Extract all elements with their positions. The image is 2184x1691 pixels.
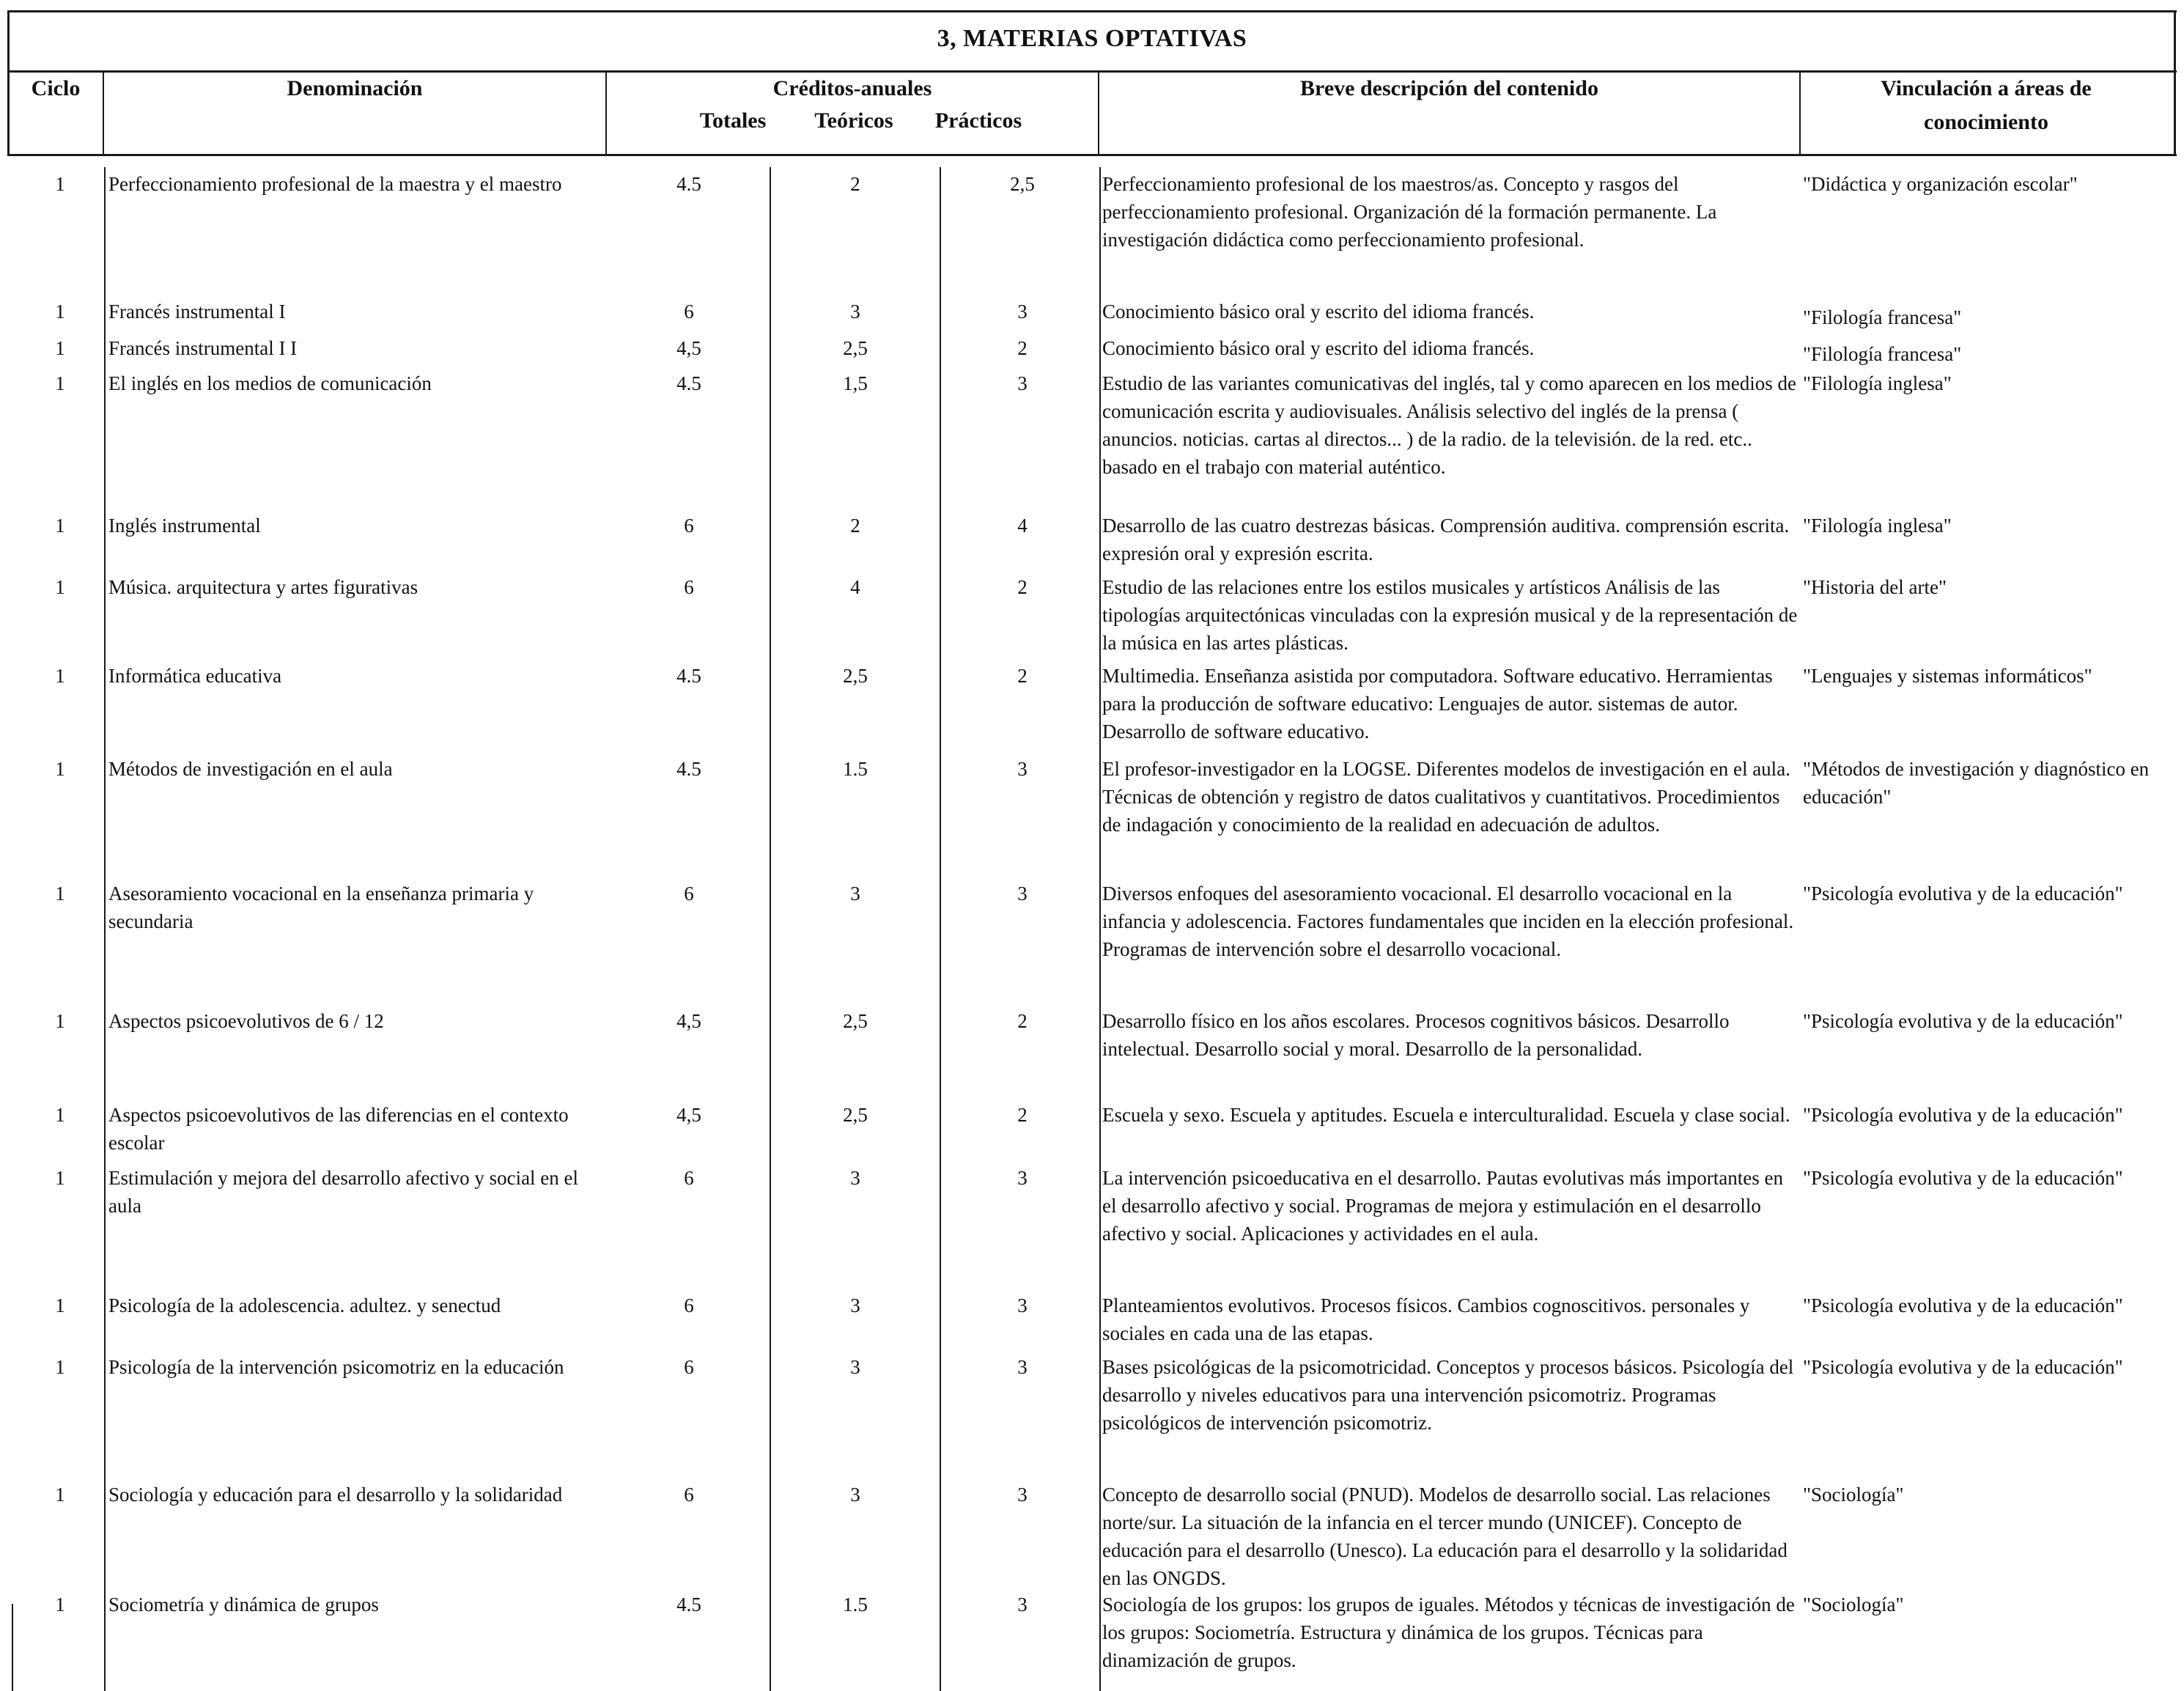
cell-ciclo: 1 bbox=[55, 1356, 65, 1378]
cell-vinculacion: "Psicología evolutiva y de la educación" bbox=[1803, 1104, 2123, 1126]
cell-denominacion: Estimulación y mejora del desarrollo afectivo y social en el aula bbox=[108, 1167, 579, 1217]
cell-denominacion: Asesoramiento vocacional en la enseñanza primaria y secundaria bbox=[108, 883, 534, 932]
cell-descripcion: Concepto de desarrollo social (PNUD). Modelos de desarrollo social. Las relaciones norte/sur. La situación de la infancia en el tercer mundo (UNICEF). Concepto de educación para el desarrollo (Unesco). La educación para el desarrollo y la solidaridad en las ONGDS. bbox=[1102, 1484, 1788, 1589]
cell-totales: 6 bbox=[684, 301, 694, 323]
cell-totales: 4,5 bbox=[676, 1010, 701, 1032]
cell-ciclo: 1 bbox=[55, 1484, 65, 1506]
cell-practicos: 3 bbox=[1017, 372, 1028, 394]
cell-descripcion: La intervención psicoeducativa en el desarrollo. Pautas evolutivas más importantes en el desarrollo afectivo y social. Programas de mejora y estimulación en el desarrollo afectivo y social. Aplicaciones y actividades en el aula. bbox=[1102, 1167, 1783, 1245]
body-sep-left bbox=[12, 1604, 13, 1691]
cell-descripcion: El profesor-investigador en la LOGSE. Diferentes modelos de investigación en el aula. Técnicas de obtención y registro de datos cualitativos y cuantitativos. Procedimientos de indagación y conocimiento de la realidad en adecuación de adultos. bbox=[1102, 758, 1790, 836]
cell-denominacion: Sociología y educación para el desarrollo y la solidaridad bbox=[108, 1484, 563, 1506]
header-sep-desc bbox=[1799, 70, 1801, 155]
cell-ciclo: 1 bbox=[55, 1104, 65, 1126]
cell-ciclo: 1 bbox=[55, 665, 65, 687]
cell-practicos: 3 bbox=[1017, 758, 1028, 780]
cell-totales: 4.5 bbox=[676, 173, 701, 195]
cell-descripcion: Diversos enfoques del asesoramiento vocacional. El desarrollo vocacional en la infancia y adolescencia. Factores fundamentales que inciden en la elección profesional. Programas de intervención sobre el desarrollo vocacional. bbox=[1102, 883, 1794, 960]
cell-totales: 6 bbox=[684, 1294, 694, 1316]
body-sep-practicos bbox=[1099, 167, 1101, 1691]
cell-denominacion: Francés instrumental I bbox=[108, 301, 286, 323]
cell-practicos: 3 bbox=[1017, 883, 1028, 905]
header-totales: Totales bbox=[699, 108, 767, 133]
cell-ciclo: 1 bbox=[55, 515, 65, 537]
cell-totales: 4.5 bbox=[676, 758, 701, 780]
cell-ciclo: 1 bbox=[55, 337, 65, 359]
cell-teoricos: 1.5 bbox=[843, 758, 868, 780]
cell-practicos: 2 bbox=[1017, 337, 1028, 359]
cell-totales: 4,5 bbox=[676, 337, 701, 359]
cell-denominacion: El inglés en los medios de comunicación bbox=[108, 372, 432, 394]
cell-practicos: 3 bbox=[1017, 1167, 1028, 1189]
cell-teoricos: 1.5 bbox=[843, 1594, 868, 1616]
cell-vinculacion: "Psicología evolutiva y de la educación" bbox=[1803, 1294, 2123, 1316]
cell-practicos: 3 bbox=[1017, 1484, 1028, 1506]
header-ciclo: Ciclo bbox=[31, 76, 81, 100]
cell-totales: 6 bbox=[684, 1356, 694, 1378]
cell-vinculacion: "Historia del arte" bbox=[1803, 576, 1947, 598]
cell-vinculacion: "Sociología" bbox=[1803, 1594, 1904, 1616]
header-teoricos: Teóricos bbox=[814, 108, 893, 133]
cell-teoricos: 3 bbox=[850, 1484, 860, 1506]
cell-practicos: 3 bbox=[1017, 1356, 1028, 1378]
cell-descripcion: Multimedia. Enseñanza asistida por computadora. Software educativo. Herramientas para la producción de software educativo: Lenguajes de autor. sistemas de autor. Desarrollo de software educativo. bbox=[1102, 665, 1773, 743]
cell-ciclo: 1 bbox=[55, 883, 65, 905]
cell-vinculacion: "Didáctica y organización escolar" bbox=[1803, 173, 2078, 195]
cell-vinculacion: "Psicología evolutiva y de la educación" bbox=[1803, 883, 2123, 905]
cell-vinculacion: "Filología inglesa" bbox=[1803, 372, 1952, 394]
header-denominacion: Denominación bbox=[287, 76, 423, 100]
cell-vinculacion: "Lenguajes y sistemas informáticos" bbox=[1803, 665, 2092, 687]
header-bottom-line bbox=[7, 154, 2177, 156]
cell-ciclo: 1 bbox=[55, 576, 65, 598]
page-title: 3, MATERIAS OPTATIVAS bbox=[937, 25, 1247, 52]
cell-descripcion: Conocimiento básico oral y escrito del idioma francés. bbox=[1102, 301, 1535, 323]
cell-teoricos: 2 bbox=[850, 515, 860, 537]
cell-totales: 4.5 bbox=[676, 1594, 701, 1616]
cell-practicos: 2,5 bbox=[1010, 173, 1035, 195]
cell-denominacion: Perfeccionamiento profesional de la maestra y el maestro bbox=[108, 173, 562, 195]
header-creditos-anuales: Créditos-anuales bbox=[772, 76, 932, 100]
cell-practicos: 2 bbox=[1017, 1010, 1028, 1032]
cell-vinculacion: "Psicología evolutiva y de la educación" bbox=[1803, 1010, 2123, 1032]
cell-vinculacion: "Psicología evolutiva y de la educación" bbox=[1803, 1356, 2123, 1378]
cell-ciclo: 1 bbox=[55, 1010, 65, 1032]
cell-teoricos: 1,5 bbox=[843, 372, 868, 394]
cell-totales: 4,5 bbox=[676, 1104, 701, 1126]
cell-totales: 6 bbox=[684, 1484, 694, 1506]
cell-ciclo: 1 bbox=[55, 301, 65, 323]
header-descripcion: Breve descripción del contenido bbox=[1300, 76, 1598, 100]
cell-vinculacion: "Sociología" bbox=[1803, 1484, 1904, 1506]
cell-teoricos: 4 bbox=[850, 576, 860, 598]
cell-denominacion: Psicología de la adolescencia. adultez. y senectud bbox=[108, 1294, 501, 1316]
cell-teoricos: 2,5 bbox=[843, 337, 868, 359]
cell-practicos: 2 bbox=[1017, 1104, 1028, 1126]
cell-denominacion: Francés instrumental I I bbox=[108, 337, 298, 359]
cell-practicos: 2 bbox=[1017, 576, 1028, 598]
cell-teoricos: 2 bbox=[850, 173, 860, 195]
cell-denominacion: Inglés instrumental bbox=[108, 515, 261, 537]
cell-denominacion: Informática educativa bbox=[108, 665, 282, 687]
cell-ciclo: 1 bbox=[55, 372, 65, 394]
cell-totales: 4.5 bbox=[676, 665, 701, 687]
cell-practicos: 3 bbox=[1017, 1294, 1028, 1316]
cell-descripcion: Sociología de los grupos: los grupos de iguales. Métodos y técnicas de investigación de los grupos: Sociometría. Estructura y dinámica de los grupos. Técnicas para dinamización de grupos. bbox=[1102, 1594, 1795, 1671]
cell-teoricos: 2,5 bbox=[843, 1104, 868, 1126]
header-vinculacion: Vinculación a áreas de conocimiento bbox=[1881, 76, 2092, 134]
cell-descripcion: Bases psicológicas de la psicomotricidad. Conceptos y procesos básicos. Psicología del desarrollo y niveles educativos para una intervención psicomotriz. Programas psicológicos de intervención psicomotriz. bbox=[1102, 1356, 1794, 1434]
cell-teoricos: 3 bbox=[850, 1167, 860, 1189]
cell-totales: 6 bbox=[684, 883, 694, 905]
cell-teoricos: 3 bbox=[850, 1356, 860, 1378]
cell-denominacion: Psicología de la intervención psicomotriz en la educación bbox=[108, 1356, 564, 1378]
cell-ciclo: 1 bbox=[55, 1167, 65, 1189]
cell-practicos: 3 bbox=[1017, 1594, 1028, 1616]
cell-descripcion: Desarrollo físico en los años escolares. Procesos cognitivos básicos. Desarrollo intelectual. Desarrollo social y moral. Desarrollo de la personalidad. bbox=[1102, 1010, 1730, 1060]
cell-teoricos: 3 bbox=[850, 301, 860, 323]
cell-descripcion: Conocimiento básico oral y escrito del idioma francés. bbox=[1102, 337, 1535, 359]
cell-ciclo: 1 bbox=[55, 1294, 65, 1316]
cell-teoricos: 3 bbox=[850, 1294, 860, 1316]
cell-ciclo: 1 bbox=[55, 758, 65, 780]
body-sep-totales bbox=[770, 167, 771, 1691]
cell-vinculacion: "Filología francesa" bbox=[1803, 306, 1962, 328]
cell-denominacion: Aspectos psicoevolutivos de 6 / 12 bbox=[108, 1010, 384, 1032]
cell-denominacion: Sociometría y dinámica de grupos bbox=[108, 1594, 379, 1616]
cell-teoricos: 2,5 bbox=[843, 665, 868, 687]
cell-vinculacion: "Filología francesa" bbox=[1803, 343, 1962, 365]
cell-descripcion: Planteamientos evolutivos. Procesos físicos. Cambios cognoscitivos. personales y sociales en cada una de las etapas. bbox=[1102, 1294, 1750, 1344]
cell-vinculacion: "Métodos de investigación y diagnóstico en educación" bbox=[1803, 758, 2150, 808]
cell-denominacion: Aspectos psicoevolutivos de las diferencias en el contexto escolar bbox=[108, 1104, 569, 1154]
cell-descripcion: Desarrollo de las cuatro destrezas básicas. Comprensión auditiva. comprensión escrita. expresión oral y expresión escrita. bbox=[1102, 515, 1790, 564]
cell-teoricos: 3 bbox=[850, 883, 860, 905]
cell-vinculacion: "Psicología evolutiva y de la educación" bbox=[1803, 1167, 2123, 1189]
header-practicos: Prácticos bbox=[934, 108, 1022, 133]
cell-practicos: 3 bbox=[1017, 301, 1028, 323]
frame-top-line bbox=[7, 10, 2177, 12]
cell-teoricos: 2,5 bbox=[843, 1010, 868, 1032]
cell-totales: 6 bbox=[684, 515, 694, 537]
body-sep-teoricos bbox=[940, 167, 941, 1691]
cell-ciclo: 1 bbox=[55, 1594, 65, 1616]
cell-descripcion: Perfeccionamiento profesional de los maestros/as. Concepto y rasgos del perfeccionamiento profesional. Organización dé la formación permanente. La investigación didáctica como perfeccionamiento profesional. bbox=[1102, 173, 1717, 251]
cell-denominacion: Métodos de investigación en el aula bbox=[108, 758, 393, 780]
cell-totales: 6 bbox=[684, 1167, 694, 1189]
cell-descripcion: Escuela y sexo. Escuela y aptitudes. Escuela e interculturalidad. Escuela y clase social. bbox=[1102, 1104, 1790, 1126]
cell-ciclo: 1 bbox=[55, 173, 65, 195]
cell-totales: 4.5 bbox=[676, 372, 701, 394]
cell-practicos: 4 bbox=[1017, 515, 1028, 537]
cell-vinculacion: "Filología inglesa" bbox=[1803, 515, 1952, 537]
cell-totales: 6 bbox=[684, 576, 694, 598]
cell-denominacion: Música. arquitectura y artes figurativas bbox=[108, 576, 418, 598]
cell-descripcion: Estudio de las relaciones entre los estilos musicales y artísticos Análisis de las tipologías arquitectónicas vinculadas con la expresión musical y de la representación de la música en las artes plásticas. bbox=[1102, 576, 1798, 654]
cell-descripcion: Estudio de las variantes comunicativas del inglés, tal y como aparecen en los medios de comunicación escrita y audiovisuales. Análisis selectivo del inglés de la prensa ( anuncios. noticias. cartas al directos... ) de la radio. de la televisión. de la red. etc.. basado en el trabajo con material auténtico. bbox=[1102, 372, 1796, 478]
cell-practicos: 2 bbox=[1017, 665, 1028, 687]
